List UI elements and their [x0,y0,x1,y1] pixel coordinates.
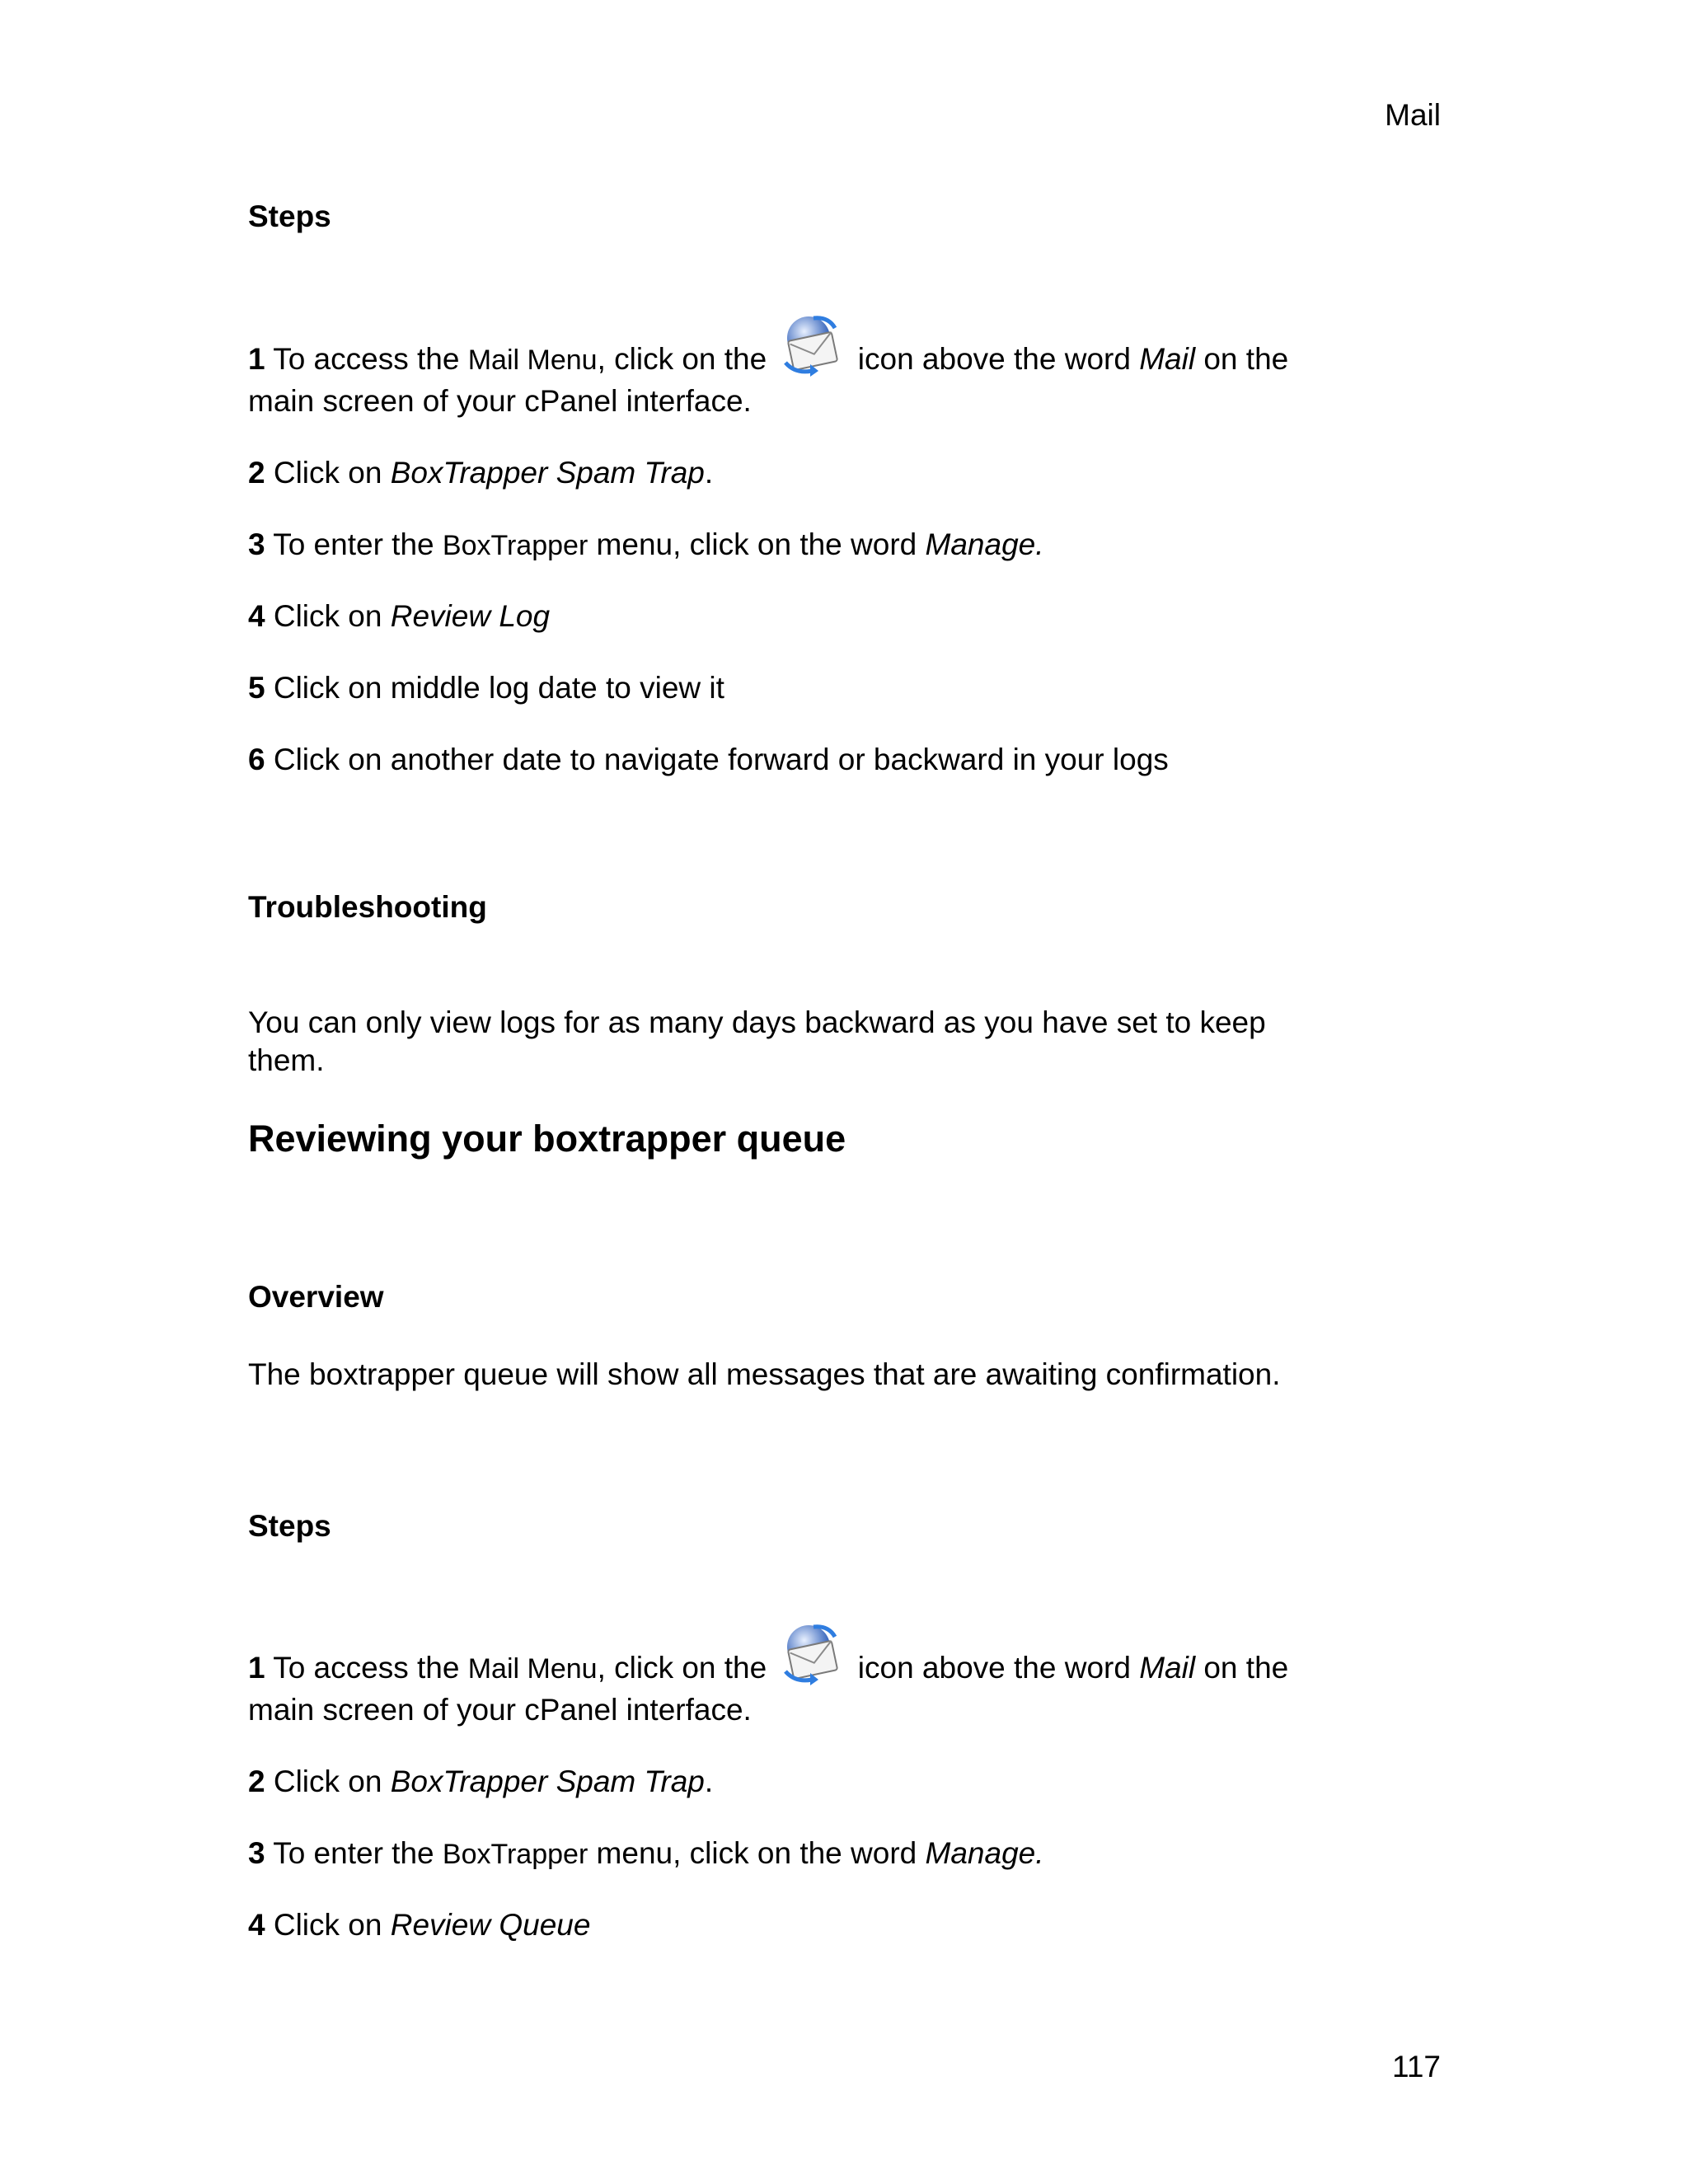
emphasis: Manage. [925,1836,1044,1870]
step-text: Click on [273,1908,382,1942]
emphasis: Mail [1139,1651,1196,1685]
step-text: To enter the [273,1836,434,1870]
step-text: . [704,456,714,490]
page-number: 117 [1392,2050,1441,2083]
step-text: Click on [273,599,382,633]
step-text: . [704,1765,714,1798]
step-number: 6 [248,743,265,776]
step-text: To access the [273,1651,460,1685]
step-text: menu, click on the word [596,1836,917,1870]
step-number: 3 [248,1836,265,1870]
step-number: 4 [248,1908,265,1942]
step-text: menu, click on the word [596,527,917,561]
step-1 [248,312,1288,381]
ui-term: BoxTrapper [442,1839,588,1870]
step-text: , click on the [597,1651,767,1685]
overview-heading: Overview [248,1280,384,1314]
step-number: 2 [248,1765,265,1798]
ui-term: BoxTrapper [442,530,588,561]
steps-heading: Steps [248,199,331,233]
mail-envelope-icon [777,1620,846,1690]
step-text: Click on another date to navigate forward or backward in your logs [273,743,1169,776]
step-3 [248,527,1044,564]
step-text: icon above the word [857,1651,1131,1685]
overview-text: The boxtrapper queue will show all messages that are awaiting confirmation. [248,1357,1281,1391]
running-header: Mail [1385,98,1441,132]
step-4 [248,598,550,635]
ui-term: Mail Menu [467,1653,598,1685]
step-2 [248,455,713,491]
step-text: Click on [273,1765,382,1798]
step-1-continued: main screen of your cPanel interface. [248,384,752,418]
mail-envelope-icon [777,312,846,381]
ui-term: Mail Menu [467,344,598,376]
step-text: To access the [273,342,460,376]
step-4 [248,1907,590,1943]
emphasis: Manage. [925,527,1044,561]
step-2 [248,1764,713,1800]
step-5 [248,670,724,706]
step-text: on the [1203,1651,1289,1685]
step-6 [248,742,1169,778]
step-number: 1 [248,1651,265,1685]
step-number: 5 [248,671,265,705]
step-number: 3 [248,527,265,561]
step-text: Click on [273,456,382,490]
step-text: on the [1203,342,1289,376]
step-1-continued: main screen of your cPanel interface. [248,1693,752,1727]
steps-heading: Steps [248,1509,331,1543]
step-text: To enter the [273,527,434,561]
step-text: icon above the word [857,342,1131,376]
emphasis: Mail [1139,342,1196,376]
emphasis: BoxTrapper Spam Trap [390,456,705,490]
step-1 [248,1620,1288,1690]
step-number: 4 [248,599,265,633]
troubleshooting-text-continued: them. [248,1043,325,1077]
emphasis: BoxTrapper Spam Trap [390,1765,705,1798]
step-text: , click on the [597,342,767,376]
emphasis: Review Queue [390,1908,591,1942]
step-number: 1 [248,342,265,376]
emphasis: Review Log [390,599,551,633]
section-title: Reviewing your boxtrapper queue [248,1118,846,1160]
troubleshooting-text: You can only view logs for as many days backward as you have set to keep [248,1005,1266,1039]
step-3 [248,1835,1044,1872]
step-text: Click on middle log date to view it [273,671,724,705]
troubleshooting-heading: Troubleshooting [248,890,487,924]
step-number: 2 [248,456,265,490]
